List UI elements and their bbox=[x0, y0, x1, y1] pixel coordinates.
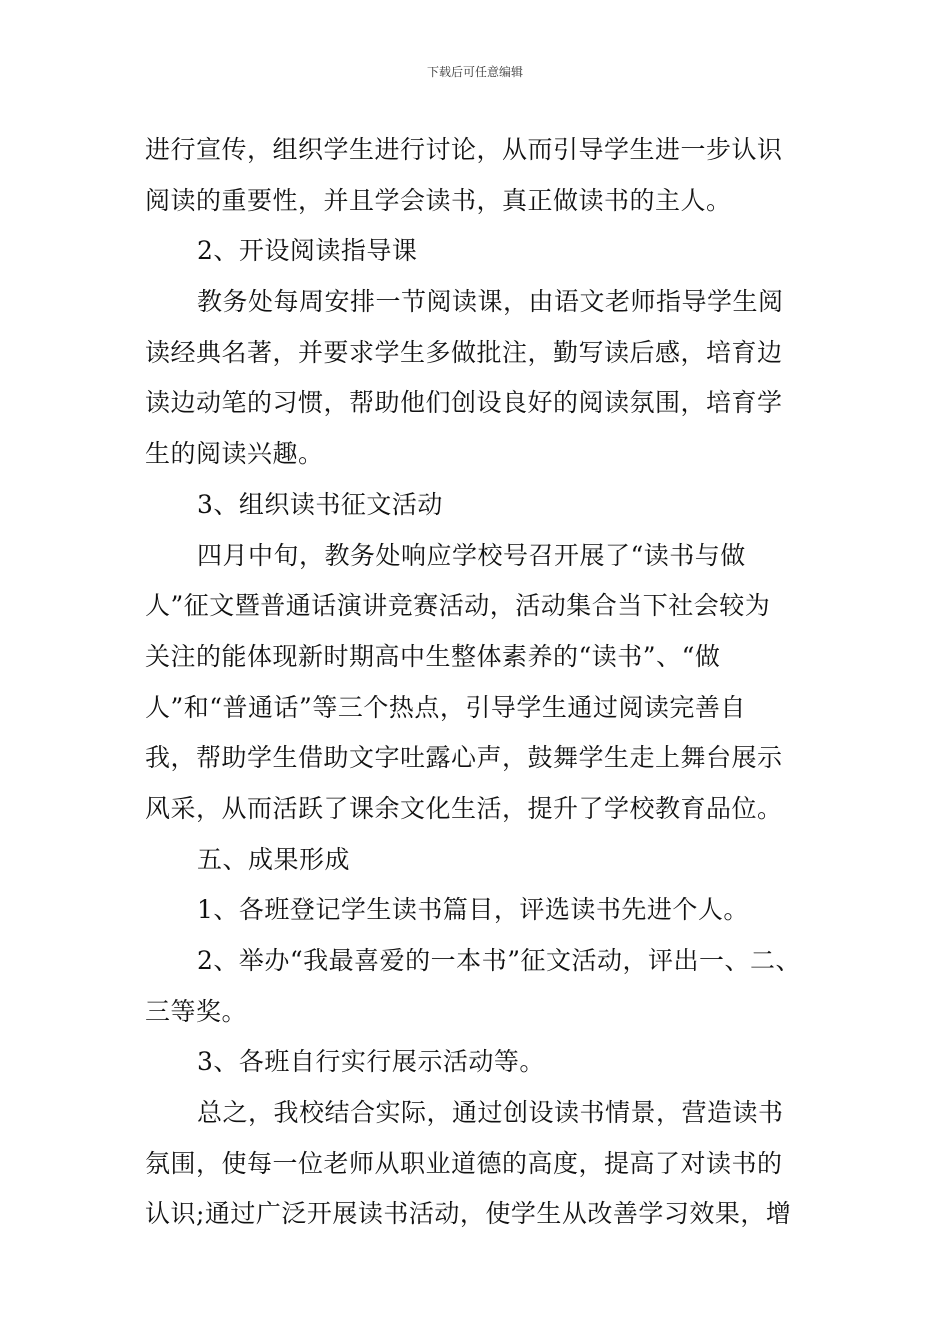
paragraph-start: 教务处每周安排一节阅读课，由语文老师指导学生阅 bbox=[197, 287, 784, 317]
body-line: 进行宣传，组织学生进行讨论，从而引导学生进一步认识 bbox=[145, 135, 783, 164]
body-line: 我，帮助学生借助文字吐露心声，鼓舞学生走上舞台展示 bbox=[145, 743, 783, 773]
section-heading: 3、组织读书征文活动 bbox=[197, 489, 443, 519]
body-line: 三等奖。 bbox=[145, 996, 248, 1026]
body-line: 读边动笔的习惯，帮助他们创设良好的阅读氛围，培育学 bbox=[145, 388, 783, 418]
list-item: 3、各班自行实行展示活动等。 bbox=[197, 1047, 545, 1077]
body-line: 关注的能体现新时期高中生整体素养的“读书”、“做 bbox=[145, 641, 721, 671]
body-line: 读经典名著，并要求学生多做批注，勤写读后感，培育边 bbox=[145, 337, 783, 367]
body-line: 人”征文暨普通话演讲竞赛活动，活动集合当下社会较为 bbox=[145, 591, 771, 621]
section-heading: 2、开设阅读指导课 bbox=[197, 236, 418, 266]
section-heading: 五、成果形成 bbox=[197, 844, 351, 874]
list-item: 2、举办“我最喜爱的一本书”征文活动，评出一、二、 bbox=[197, 946, 801, 975]
document-body bbox=[145, 125, 845, 1240]
page-header: 下载后可任意编辑 bbox=[426, 65, 523, 79]
body-line: 阅读的重要性，并且学会读书，真正做读书的主人。 bbox=[145, 185, 732, 215]
body-line: 氛围，使每一位老师从职业道德的高度，提高了对读书的 bbox=[145, 1148, 783, 1178]
body-line: 人”和“普通话”等三个热点，引导学生通过阅读完善自 bbox=[145, 692, 746, 722]
list-item: 1、各班登记学生读书篇目，评选读书先进个人。 bbox=[197, 895, 749, 925]
body-line: 生的阅读兴趣。 bbox=[145, 439, 324, 469]
paragraph-start: 总之，我校结合实际，通过创设读书情景，营造读书 bbox=[197, 1098, 784, 1128]
body-line: 风采，从而活跃了课余文化生活，提升了学校教育品位。 bbox=[145, 793, 783, 823]
body-line: 认识;通过广泛开展读书活动，使学生从改善学习效果，增 bbox=[145, 1199, 792, 1229]
paragraph-start: 四月中旬，教务处响应学校号召开展了“读书与做 bbox=[197, 540, 746, 570]
